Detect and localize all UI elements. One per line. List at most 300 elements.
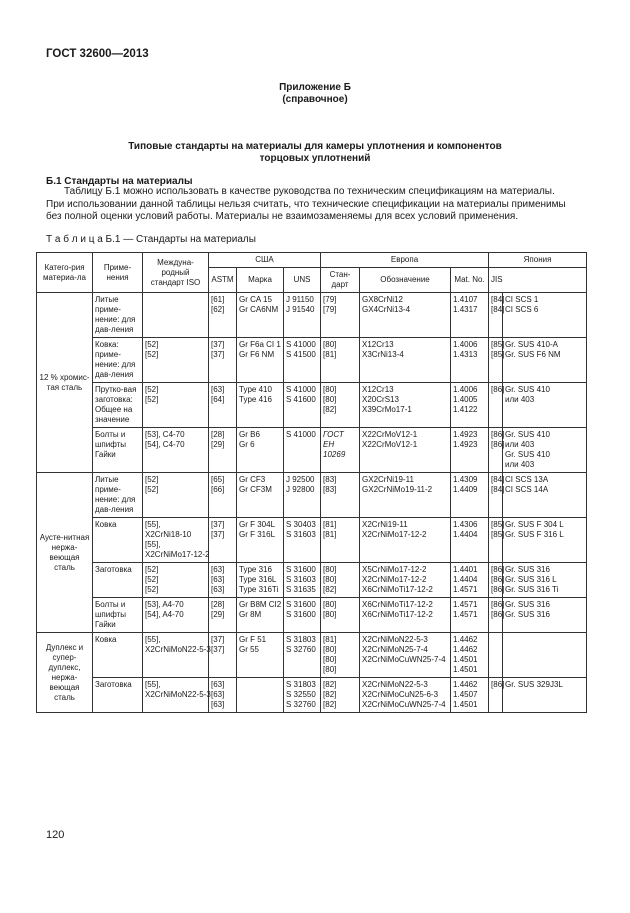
cell-line: Gr CF3: [239, 475, 266, 484]
cell-line: S 31600: [286, 600, 316, 609]
cell-line: Gr F6a CI 1: [239, 340, 281, 349]
cell-line: 1.4317: [453, 305, 478, 314]
cell-line: X6CrNiMoTi17-12-2: [362, 585, 433, 594]
cell-line: [86]: [491, 680, 505, 689]
cell-line: 1.4404: [453, 575, 478, 584]
cell-mat-no: [451, 678, 489, 713]
cell-line: 1.4404: [453, 530, 478, 539]
cell-line: [80]: [323, 565, 337, 574]
cell-line: [55],: [145, 540, 161, 549]
cell-line: Gr. SUS 316: [505, 610, 550, 619]
cell-line: [54], A4-70: [145, 610, 184, 619]
cell-line: Gr. SUS 316 Ti: [505, 585, 559, 594]
cell-line: S 31803: [286, 635, 316, 644]
cell-line: 1.4571: [453, 600, 478, 609]
cell-line: [85]: [491, 340, 505, 349]
cell-jis-ref: [489, 293, 503, 338]
cell-line: X6CrNiMoTi17-12-2: [362, 610, 433, 619]
page-number: 120: [46, 829, 65, 841]
cell-designation: [360, 473, 451, 518]
cell-line: [86]: [491, 600, 505, 609]
cell-application: [93, 563, 143, 598]
cell-standard: [321, 293, 360, 338]
cell-mat-no: [451, 428, 489, 473]
cell-grade: [237, 473, 284, 518]
cell-line: 1.4005: [453, 395, 478, 404]
cell-application: [93, 428, 143, 473]
cell-astm: [209, 383, 237, 428]
cell-line: [84]: [491, 305, 505, 314]
cell-line: [63]: [211, 575, 225, 584]
cell-line: X12Cr13: [362, 385, 394, 394]
header-row: [37, 253, 587, 268]
cell-standard: [321, 633, 360, 678]
cell-line: [64]: [211, 395, 225, 404]
header-japan: Япония: [489, 253, 587, 268]
cell-designation: [360, 293, 451, 338]
cell-line: Литые приме-нение: для дав-ления: [95, 295, 136, 334]
table-row: [37, 428, 587, 473]
cell-grade: [237, 563, 284, 598]
table-row: [37, 563, 587, 598]
cell-line: Gr 55: [239, 645, 260, 654]
cell-line: [52]: [145, 485, 159, 494]
cell-line: X2CrNiMoN22-5-3: [145, 645, 211, 654]
table-row: [37, 598, 587, 633]
table-caption: Т а б л и ц а Б.1 — Стандарты на материалы: [46, 234, 256, 245]
cell-line: [84]: [491, 475, 505, 484]
cell-line: [83]: [323, 485, 337, 494]
cell-line: Ковка: приме-нение: для дав-ления: [95, 340, 136, 379]
cell-standard: [321, 678, 360, 713]
cell-category: 12 % хромис-тая сталь: [37, 293, 93, 473]
cell-iso: [143, 598, 209, 633]
cell-line: X2CrNiMo17-12-2: [145, 550, 210, 559]
cell-line: 1.4122: [453, 405, 478, 414]
cell-line: [52]: [145, 575, 159, 584]
cell-line: X2CrNi19-11: [362, 520, 408, 529]
cell-iso: [143, 383, 209, 428]
cell-line: [86]: [491, 575, 505, 584]
cell-line: S 32550: [286, 690, 316, 699]
cell-line: [52]: [145, 350, 159, 359]
cell-line: X3CrNi13-4: [362, 350, 404, 359]
cell-line: 1.4501: [453, 655, 478, 664]
cell-iso: [143, 428, 209, 473]
cell-line: [80]: [323, 575, 337, 584]
cell-uns: [284, 338, 321, 383]
cell-line: [63]: [211, 385, 225, 394]
cell-line: [37]: [211, 340, 225, 349]
document-title-line-2: торцовых уплотнений: [259, 153, 371, 164]
cell-astm: [209, 633, 237, 678]
cell-mat-no: [451, 293, 489, 338]
cell-line: J 91150: [286, 295, 314, 304]
cell-line: [63]: [211, 680, 225, 689]
cell-line: 1.4501: [453, 700, 478, 709]
cell-line: [61]: [211, 295, 225, 304]
cell-designation: [360, 678, 451, 713]
cell-line: S 41500: [286, 350, 316, 359]
table-row: [37, 383, 587, 428]
cell-line: S 41600: [286, 395, 316, 404]
cell-line: S 41000: [286, 430, 316, 439]
cell-line: [52]: [145, 340, 159, 349]
cell-line: Gr F6 NM: [239, 350, 275, 359]
cell-line: X2CrNiMoCuN25-6-3: [362, 690, 439, 699]
cell-line: [29]: [211, 610, 225, 619]
header-mat-no: Mat. No.: [451, 268, 489, 293]
header-uns: UNS: [284, 268, 321, 293]
cell-uns: [284, 518, 321, 563]
cell-jis: [503, 383, 587, 428]
table-row: [37, 678, 587, 713]
cell-line: [86]: [491, 565, 505, 574]
cell-designation: [360, 633, 451, 678]
cell-line: Прутко-вая заготовка: Общее на значение: [95, 385, 137, 424]
cell-iso: [143, 338, 209, 383]
cell-line: X2CrNiMoCuWN25-7-4: [362, 655, 446, 664]
cell-uns: [284, 428, 321, 473]
cell-line: или 403: [505, 395, 535, 404]
cell-line: X2CrNiMoN25-7-4: [362, 645, 428, 654]
cell-line: [55],: [145, 520, 161, 529]
header-grade: Марка: [237, 268, 284, 293]
header-category: Катего-рия материа-ла: [37, 253, 93, 293]
cell-line: [37]: [211, 645, 225, 654]
cell-line: Gr B6: [239, 430, 260, 439]
table-row: [37, 518, 587, 563]
table-row: [37, 293, 587, 338]
cell-line: [62]: [211, 305, 225, 314]
cell-line: Gr. SUS 410: [505, 450, 550, 459]
cell-line: 1.4309: [453, 475, 478, 484]
cell-designation: [360, 338, 451, 383]
cell-line: Заготовка: [95, 565, 132, 574]
cell-line: [83]: [323, 475, 337, 484]
cell-grade: [237, 428, 284, 473]
cell-line: [55],: [145, 680, 161, 689]
cell-line: X2CrNi18-10: [145, 530, 192, 539]
cell-line: [85]: [491, 530, 505, 539]
cell-jis: [503, 633, 587, 678]
header-europe: Европа: [321, 253, 489, 268]
cell-line: [79]: [323, 295, 337, 304]
cell-line: GX2CrNiMo19-11-2: [362, 485, 433, 494]
cell-line: [52]: [145, 395, 159, 404]
cell-line: [53], A4-70: [145, 600, 184, 609]
cell-line: [63]: [211, 585, 225, 594]
cell-application: [93, 633, 143, 678]
cell-jis: [503, 518, 587, 563]
cell-astm: [209, 473, 237, 518]
paragraph-line: При использовании данной таблицы нельзя считать, что технические спецификации на материалы применимы: [46, 198, 566, 210]
cell-line: Заготовка: [95, 680, 132, 689]
header-jis: JIS: [489, 268, 587, 293]
cell-line: [63]: [211, 690, 225, 699]
cell-line: [52]: [145, 385, 159, 394]
cell-line: [37]: [211, 635, 225, 644]
cell-application: [93, 473, 143, 518]
cell-line: [37]: [211, 350, 225, 359]
cell-line: Gr. SUS 316 L: [505, 575, 557, 584]
cell-line: Gr B8M CI2: [239, 600, 282, 609]
cell-application: [93, 338, 143, 383]
cell-designation: [360, 563, 451, 598]
document-header: ГОСТ 32600—2013: [46, 48, 149, 60]
cell-uns: [284, 563, 321, 598]
cell-line: 1.4462: [453, 635, 478, 644]
cell-mat-no: [451, 338, 489, 383]
cell-line: S 32760: [286, 700, 316, 709]
header-astm: ASTM: [209, 268, 237, 293]
cell-line: CI SCS 1: [505, 295, 539, 304]
cell-jis: [503, 338, 587, 383]
cell-line: [86]: [491, 610, 505, 619]
cell-line: Болты и шпифты Гайки: [95, 430, 127, 459]
cell-jis: [503, 678, 587, 713]
cell-line: [80]: [323, 340, 337, 349]
cell-uns: [284, 293, 321, 338]
cell-application: [93, 598, 143, 633]
cell-iso: [143, 293, 209, 338]
cell-jis-ref: [489, 563, 503, 598]
cell-line: Gr 8M: [239, 610, 262, 619]
cell-line: Type 316L: [239, 575, 277, 584]
cell-line: [52]: [145, 585, 159, 594]
cell-line: 1.4507: [453, 690, 478, 699]
cell-line: GX8CrNi12: [362, 295, 403, 304]
cell-line: 1.4462: [453, 680, 478, 689]
cell-line: [84]: [491, 485, 505, 494]
cell-line: X2CrNiMoN22-5-3: [362, 680, 428, 689]
document-title-line-1: Типовые стандарты на материалы для камеры уплотнения и компонентов: [128, 141, 502, 152]
cell-line: Type 316Ti: [239, 585, 279, 594]
cell-line: [53], C4-70: [145, 430, 185, 439]
cell-astm: [209, 338, 237, 383]
cell-line: 1.4923: [453, 440, 478, 449]
cell-line: Gr. SUS F 304 L: [505, 520, 564, 529]
cell-jis-ref: [489, 598, 503, 633]
cell-iso: [143, 678, 209, 713]
cell-mat-no: [451, 598, 489, 633]
cell-application: [93, 383, 143, 428]
cell-line: Gr 6: [239, 440, 255, 449]
cell-uns: [284, 383, 321, 428]
cell-application: [93, 678, 143, 713]
cell-line: [66]: [211, 485, 225, 494]
cell-line: X22CrMoV12-1: [362, 430, 418, 439]
cell-line: [28]: [211, 430, 225, 439]
cell-line: Gr. SUS 329J3L: [505, 680, 563, 689]
cell-line: [81]: [323, 530, 337, 539]
cell-line: Gr CA 15: [239, 295, 272, 304]
cell-line: S 31600: [286, 565, 316, 574]
cell-line: [54], C4-70: [145, 440, 185, 449]
cell-line: Gr. SUS 316: [505, 565, 550, 574]
cell-line: 1.4409: [453, 485, 478, 494]
cell-line: S 41000: [286, 385, 316, 394]
cell-uns: [284, 633, 321, 678]
cell-line: S 31600: [286, 610, 316, 619]
cell-jis-ref: [489, 428, 503, 473]
cell-line: 1.4571: [453, 610, 478, 619]
cell-line: CI SCS 14A: [505, 485, 549, 494]
cell-line: [63]: [211, 565, 225, 574]
cell-line: [82]: [323, 405, 337, 414]
cell-line: [52]: [145, 565, 159, 574]
cell-line: GX4CrNi13-4: [362, 305, 411, 314]
cell-application: [93, 518, 143, 563]
cell-line: X22CrMoV12-1: [362, 440, 418, 449]
cell-line: 1.4107: [453, 295, 478, 304]
cell-mat-no: [451, 473, 489, 518]
cell-line: Gr. SUS 316: [505, 600, 550, 609]
cell-jis-ref: [489, 383, 503, 428]
cell-grade: [237, 633, 284, 678]
cell-line: S 31603: [286, 575, 316, 584]
appendix-subtitle: (справочное): [282, 94, 348, 105]
cell-line: [29]: [211, 440, 225, 449]
materials-table: [36, 252, 587, 713]
cell-grade: [237, 383, 284, 428]
cell-iso: [143, 473, 209, 518]
cell-uns: [284, 598, 321, 633]
paragraph-line: Таблицу Б.1 можно использовать в качестве руководства по техническим спецификациям на материалы.: [64, 186, 555, 197]
cell-line: 1.4923: [453, 430, 478, 439]
cell-line: 1.4401: [453, 565, 478, 574]
cell-iso: [143, 518, 209, 563]
cell-line: Gr F 316L: [239, 530, 276, 539]
cell-line: 1.4006: [453, 340, 478, 349]
cell-line: S 31635: [286, 585, 316, 594]
cell-line: X12Cr13: [362, 340, 394, 349]
cell-designation: [360, 518, 451, 563]
cell-astm: [209, 598, 237, 633]
cell-jis: [503, 293, 587, 338]
cell-line: [86]: [491, 440, 505, 449]
cell-jis-ref: [489, 338, 503, 383]
cell-line: [81]: [323, 350, 337, 359]
cell-line: Type 410: [239, 385, 272, 394]
cell-line: [86]: [491, 430, 505, 439]
cell-line: [80]: [323, 645, 337, 654]
cell-line: J 92800: [286, 485, 315, 494]
cell-grade: [237, 293, 284, 338]
cell-designation: [360, 428, 451, 473]
cell-line: или 403: [505, 440, 535, 449]
cell-mat-no: [451, 383, 489, 428]
cell-line: X2CrNiMoN22-5-3: [145, 690, 211, 699]
cell-line: S 32760: [286, 645, 316, 654]
cell-mat-no: [451, 563, 489, 598]
cell-standard: [321, 518, 360, 563]
cell-mat-no: [451, 518, 489, 563]
cell-line: [63]: [211, 700, 225, 709]
cell-line: [79]: [323, 305, 337, 314]
cell-jis-ref: [489, 633, 503, 678]
cell-line: Gr CA6NM: [239, 305, 279, 314]
cell-mat-no: [451, 633, 489, 678]
cell-category: Аусте-нитная нержа-веющая сталь: [37, 473, 93, 633]
cell-line: X6CrNiMoTi17-12-2: [362, 600, 433, 609]
cell-line: [82]: [323, 690, 337, 699]
cell-line: X2CrNiMo17-12-2: [362, 575, 427, 584]
cell-line: [80]: [323, 385, 337, 394]
table-row: [37, 633, 587, 678]
cell-line: [81]: [323, 520, 337, 529]
cell-line: [81]: [323, 635, 337, 644]
cell-line: Type 416: [239, 395, 272, 404]
cell-line: [82]: [323, 680, 337, 689]
cell-astm: [209, 293, 237, 338]
cell-line: [84]: [491, 295, 505, 304]
cell-line: или 403: [505, 460, 535, 469]
cell-line: 1.4306: [453, 520, 478, 529]
cell-astm: [209, 518, 237, 563]
cell-line: [80]: [323, 395, 337, 404]
cell-designation: [360, 383, 451, 428]
cell-line: [85]: [491, 520, 505, 529]
cell-line: 1.4571: [453, 585, 478, 594]
cell-line: [82]: [323, 700, 337, 709]
paragraph-line: без полной оценки условий работы. Материалы не взаимозаменяемы для всех условий применения.: [46, 211, 519, 222]
cell-line: [82]: [323, 585, 337, 594]
cell-jis-ref: [489, 518, 503, 563]
cell-standard: [321, 383, 360, 428]
table-row: [37, 473, 587, 518]
cell-jis: [503, 563, 587, 598]
cell-line: Gr CF3M: [239, 485, 272, 494]
cell-line: Gr. SUS 410: [505, 430, 550, 439]
cell-line: J 92500: [286, 475, 315, 484]
cell-astm: [209, 678, 237, 713]
cell-designation: [360, 598, 451, 633]
cell-line: Литые приме-нение: для дав-ления: [95, 475, 136, 514]
cell-grade: [237, 338, 284, 383]
cell-astm: [209, 428, 237, 473]
cell-jis: [503, 473, 587, 518]
cell-line: S 30403: [286, 520, 316, 529]
cell-line: X2CrNiMoCuWN25-7-4: [362, 700, 446, 709]
cell-line: Gr. SUS 410-A: [505, 340, 558, 349]
cell-line: Болты и шпифты Гайки: [95, 600, 127, 629]
header-application: Приме-нения: [93, 253, 143, 293]
cell-astm: [209, 563, 237, 598]
cell-standard: ГОСТ ЕН 10269: [321, 428, 360, 473]
cell-line: J 91540: [286, 305, 315, 314]
cell-standard: [321, 563, 360, 598]
cell-standard: [321, 338, 360, 383]
cell-line: GX2CrNi19-11: [362, 475, 414, 484]
cell-line: [52]: [145, 475, 159, 484]
cell-line: X2CrNiMoN22-5-3: [362, 635, 428, 644]
cell-line: S 31803: [286, 680, 316, 689]
cell-grade: [237, 678, 284, 713]
cell-line: [65]: [211, 475, 225, 484]
cell-category: Дуплекс и супер-дуплекс, нержа-веющая сталь: [37, 633, 93, 713]
cell-line: X20CrS13: [362, 395, 399, 404]
cell-line: CI SCS 13A: [505, 475, 549, 484]
cell-grade: [237, 518, 284, 563]
section-heading: Б.1 Стандарты на материалы: [46, 176, 193, 187]
cell-line: [86]: [491, 585, 505, 594]
header-usa: США: [209, 253, 321, 268]
cell-line: 1.4006: [453, 385, 478, 394]
cell-line: X5CrNiMo17-12-2: [362, 565, 427, 574]
cell-line: [37]: [211, 520, 225, 529]
cell-grade: [237, 598, 284, 633]
